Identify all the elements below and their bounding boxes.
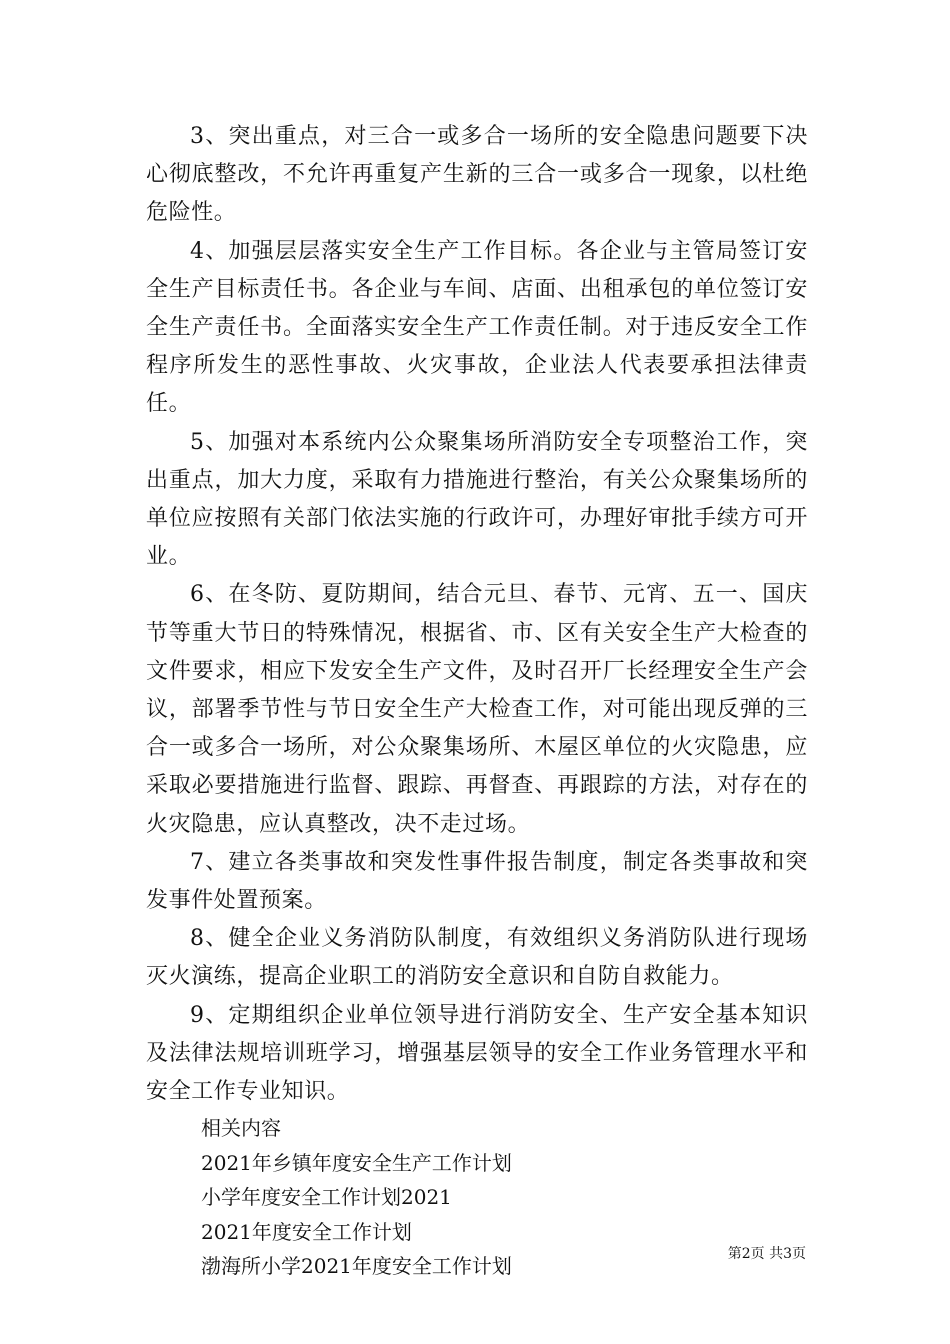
paragraph-item-8: 8、健全企业义务消防队制度，有效组织义务消防队进行现场灭火演练，提高企业职工的消防安全意识和自防自救能力。	[146, 926, 808, 990]
paragraph-item-5: 5、加强对本系统内公众聚集场所消防安全专项整治工作，突出重点，加大力度，采取有力措施进行整治，有关公众聚集场所的单位应按照有关部门依法实施的行政许可，办理好审批手续方可开业。	[146, 429, 808, 570]
related-link-bohaisuo-school-plan[interactable]: 渤海所小学2021年度安全工作计划	[201, 1254, 512, 1279]
paragraph-item-6: 6、在冬防、夏防期间，结合元旦、春节、元宵、五一、国庆节等重大节日的特殊情况，根据省、市、区有关安全生产大检查的文件要求，相应下发安全生产文件，及时召开厂长经理安全生产会议，部署季节性与节日安全生产大检查工作，对可能出现反弹的三合一或多合一场所，对公众聚集场所、木屋区单位的火灾隐患，应采取必要措施进行监督、跟踪、再督查、再跟踪的方法，对存在的火灾隐患，应认真整改，决不走过场。	[146, 582, 808, 837]
related-link-township-plan[interactable]: 2021年乡镇年度安全生产工作计划	[201, 1150, 512, 1175]
page-number-footer: 第2页 共3页	[727, 1246, 806, 1262]
paragraph-item-7: 7、建立各类事故和突发性事件报告制度，制定各类事故和突发事件处置预案。	[146, 849, 808, 914]
related-link-primary-school-plan[interactable]: 小学年度安全工作计划2021	[201, 1185, 452, 1210]
related-link-annual-safety-plan[interactable]: 2021年度安全工作计划	[201, 1219, 412, 1244]
related-content-heading: 相关内容	[201, 1116, 281, 1141]
paragraph-item-9: 9、定期组织企业单位领导进行消防安全、生产安全基本知识及法律法规培训班学习，增强基层领导的安全工作业务管理水平和安全工作专业知识。	[146, 1002, 808, 1105]
paragraph-item-4: 4、加强层层落实安全生产工作目标。各企业与主管局签订安全生产目标责任书。各企业与车间、店面、出租承包的单位签订安全生产责任书。全面落实安全生产工作责任制。对于违反安全工作程序所发生的恶性事故、火灾事故，企业法人代表要承担法律责任。	[146, 238, 808, 417]
paragraph-item-3: 3、突出重点，对三合一或多合一场所的安全隐患问题要下决心彻底整改，不允许再重复产生新的三合一或多合一现象，以杜绝危险性。	[146, 124, 808, 226]
document-body	[146, 118, 808, 1284]
